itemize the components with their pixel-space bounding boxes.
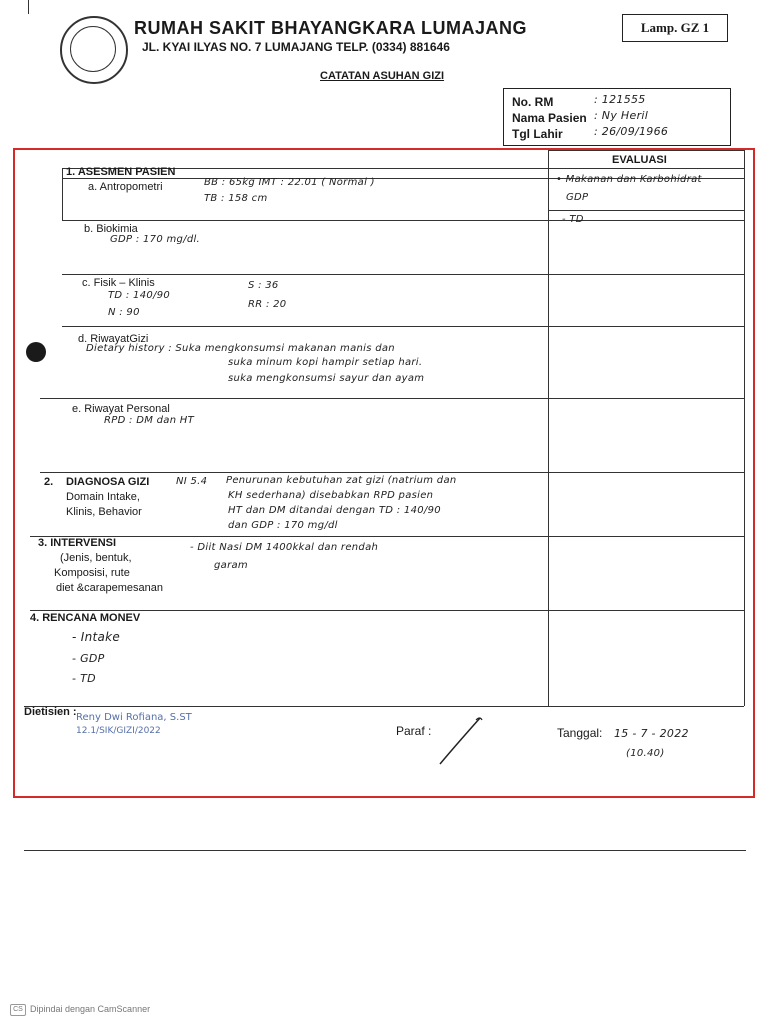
- dietisien-stamp: [76, 712, 192, 736]
- rencana-label: 4. RENCANA MONEV: [30, 612, 141, 624]
- intervensi-sub-1: (Jenis, bentuk,: [60, 552, 132, 564]
- dob-value: : 26/09/1966: [594, 125, 669, 138]
- fisik-hw-1: TD : 140/90: [108, 290, 171, 301]
- riwayat-personal-hw: RPD : DM dan HT: [104, 415, 195, 426]
- evaluasi-hw-3: - TD: [562, 214, 584, 225]
- biokimia-hw: GDP : 170 mg/dl.: [110, 234, 201, 245]
- antropometri-hw-2: TB : 158 cm: [204, 193, 268, 204]
- patient-info-box: [503, 88, 731, 146]
- row-line-a: [62, 220, 744, 221]
- row-line-3: [30, 610, 744, 611]
- patient-name-row: [512, 109, 649, 125]
- fisik-hw-3: S : 36: [248, 280, 279, 291]
- diagnosa-number: 2.: [44, 476, 54, 488]
- fisik-hw-2: N : 90: [108, 307, 140, 318]
- evaluasi-header: EVALUASI: [612, 154, 667, 166]
- fisik-label: c. Fisik – Klinis: [82, 277, 155, 289]
- eval-sub-line: [548, 210, 744, 211]
- diagnosa-code-hw: NI 5.4: [176, 476, 208, 487]
- rencana-hw-3: - TD: [72, 672, 96, 685]
- hospital-address: JL. KYAI ILYAS NO. 7 LUMAJANG TELP. (0334) 881646: [142, 40, 450, 54]
- dob-label: Tgl Lahir: [512, 127, 563, 141]
- scanner-footer: Dipindai dengan CamScanner: [30, 1004, 151, 1014]
- eval-divider: [548, 150, 549, 706]
- row-line-2: [30, 536, 744, 537]
- biokimia-label: b. Biokimia: [84, 223, 138, 235]
- dietisien-label: Dietisien :: [24, 706, 77, 718]
- fisik-hw-4: RR : 20: [248, 299, 287, 310]
- intervensi-hw-2: garam: [214, 560, 248, 571]
- asesmen-header: 1. ASESMEN PASIEN: [66, 166, 176, 178]
- camscanner-icon: CS: [10, 1004, 26, 1016]
- intervensi-hw-1: - Diit Nasi DM 1400kkal dan rendah: [190, 542, 379, 553]
- evaluasi-hw-2: GDP: [566, 192, 589, 203]
- antropometri-hw-1: BB : 65kg IMT : 22.01 ( Normal ): [204, 177, 375, 188]
- diagnosa-label: DIAGNOSA GIZI: [66, 476, 150, 488]
- rm-label: No. RM: [512, 95, 554, 109]
- diagnosa-sub-2: Klinis, Behavior: [66, 506, 142, 518]
- right-border: [744, 150, 745, 706]
- punch-hole: [26, 342, 46, 362]
- document-title: CATATAN ASUHAN GIZI: [320, 70, 445, 82]
- antropometri-label: a. Antropometri: [88, 181, 163, 193]
- riwayat-gizi-label: d. RiwayatGizi: [78, 333, 149, 345]
- diagnosa-hw-4: dan GDP : 170 mg/dl: [228, 520, 338, 531]
- intervensi-sub-3: diet &carapemesanan: [56, 582, 164, 594]
- riwayat-gizi-hw-2: suka minum kopi hampir setiap hari.: [228, 357, 423, 368]
- diagnosa-hw-1: Penurunan kebutuhan zat gizi (natrium dan: [226, 475, 457, 486]
- rencana-hw-1: - Intake: [72, 630, 121, 644]
- row-line-c: [62, 326, 744, 327]
- patient-rm-row: [512, 93, 646, 109]
- edge-mark: [28, 0, 29, 14]
- diagnosa-hw-2: KH sederhana) disebabkan RPD pasien: [228, 490, 434, 501]
- name-label: Nama Pasien: [512, 111, 587, 125]
- hospital-name: RUMAH SAKIT BHAYANGKARA LUMAJANG: [134, 18, 528, 38]
- highlight-frame: [13, 148, 755, 798]
- time-value: (10.40): [626, 748, 665, 759]
- rm-value: : 121555: [594, 93, 646, 106]
- diagnosa-sub-1: Domain Intake,: [66, 491, 140, 503]
- diagnosa-hw-3: HT dan DM ditandai dengan TD : 140/90: [228, 505, 441, 516]
- paraf-label: Paraf :: [396, 724, 432, 738]
- hospital-logo-inner-icon: [70, 26, 116, 72]
- evaluasi-hw-1: • Makanan dan Karbohidrat: [556, 174, 702, 185]
- row-line-d: [40, 398, 744, 399]
- eval-top-line: [548, 150, 744, 151]
- lamp-code: Lamp. GZ 1: [622, 14, 728, 42]
- row-line-b: [62, 274, 744, 275]
- tanggal-label: Tanggal:: [557, 726, 603, 740]
- patient-dob-row: [512, 125, 669, 141]
- signature-mark-icon: [436, 712, 486, 768]
- tanggal-value: 15 - 7 - 2022: [614, 727, 689, 740]
- table-bottom-line: [24, 706, 744, 707]
- intervensi-label: 3. INTERVENSI: [38, 537, 117, 549]
- row-line-e: [40, 472, 744, 473]
- intervensi-sub-2: Komposisi, rute: [54, 567, 130, 579]
- stamp-name: Reny Dwi Rofiana, S.ST: [76, 712, 192, 723]
- left-border-top: [62, 168, 63, 220]
- rencana-hw-2: - GDP: [72, 652, 105, 665]
- riwayat-gizi-hw-1: Dietary history : Suka mengkonsumsi makanan manis dan: [86, 343, 395, 354]
- name-value: : Ny Heril: [594, 109, 649, 122]
- riwayat-personal-label: e. Riwayat Personal: [72, 403, 170, 415]
- stamp-id: 12.1/SIK/GIZI/2022: [76, 726, 161, 736]
- riwayat-gizi-hw-3: suka mengkonsumsi sayur dan ayam: [228, 373, 425, 384]
- page-bottom-line: [24, 850, 746, 851]
